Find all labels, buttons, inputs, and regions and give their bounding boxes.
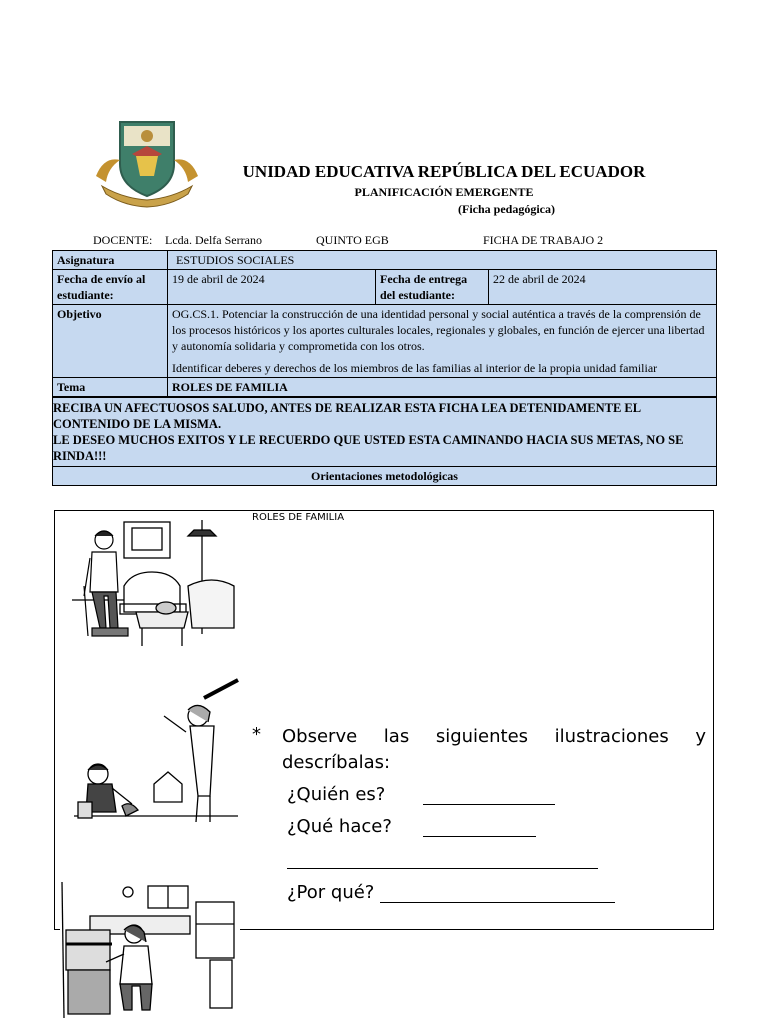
father-cleaning-illustration bbox=[62, 516, 240, 654]
send-date-label: Fecha de envío al estudiante: bbox=[53, 270, 168, 305]
subject-label: Asignatura bbox=[53, 251, 168, 270]
due-date-value: 22 de abril de 2024 bbox=[489, 270, 717, 305]
send-date-value: 19 de abril de 2024 bbox=[168, 270, 376, 305]
topic-label: Tema bbox=[53, 378, 168, 398]
answer-line-extra[interactable] bbox=[287, 850, 598, 869]
instruction-bullet: * bbox=[252, 724, 261, 745]
answer-line-why[interactable] bbox=[380, 884, 615, 903]
topic-row bbox=[53, 378, 717, 398]
subject-row bbox=[53, 251, 717, 270]
question-who: ¿Quién es? bbox=[287, 784, 386, 805]
plan-title: PLANIFICACIÓN EMERGENTE bbox=[354, 185, 534, 199]
greeting-message: RECIBA UN AFECTUOSOS SALUDO, ANTES DE REALIZAR ESTA FICHA LEA DETENIDAMENTE EL CONTENIDO DE LA MISMA. bbox=[53, 401, 641, 431]
info-table bbox=[52, 250, 717, 486]
answer-line-what[interactable] bbox=[423, 818, 536, 837]
encouragement-message: LE DESEO MUCHOS EXITOS Y LE RECUERDO QUE USTED ESTA CAMINANDO HACIA SUS METAS, NO SE RINDA!!! bbox=[53, 433, 684, 463]
orientations-row bbox=[53, 467, 717, 486]
subject-value: ESTUDIOS SOCIALES bbox=[168, 251, 717, 270]
dates-row bbox=[53, 270, 717, 305]
children-gardening-illustration bbox=[68, 676, 240, 826]
due-date-label: Fecha de entrega del estudiante: bbox=[376, 270, 489, 305]
objective-text: OG.CS.1. Potenciar la construcción de una identidad personal y social auténtica a través de la comprensión de los procesos históricos y los aportes culturales locales, regionales y globales, en función de ejercer una libertad y autonomía solidaria y comprometida con los otros. bbox=[172, 307, 705, 353]
objective-row bbox=[53, 305, 717, 378]
school-name: UNIDAD EDUCATIVA REPÚBLICA DEL ECUADOR bbox=[242, 162, 646, 181]
grade-label: QUINTO EGB bbox=[316, 233, 389, 247]
worksheet-subtitle: (Ficha pedagógica) bbox=[458, 202, 555, 216]
teacher-label: DOCENTE: bbox=[93, 233, 153, 247]
question-why: ¿Por qué? bbox=[287, 882, 375, 903]
objective-label: Objetivo bbox=[53, 305, 168, 378]
question-what: ¿Qué hace? bbox=[287, 816, 392, 837]
teacher-name: Lcda. Delfa Serrano bbox=[165, 233, 262, 247]
answer-line-who[interactable] bbox=[423, 786, 555, 805]
worksheet-number: FICHA DE TRABAJO 2 bbox=[483, 233, 604, 247]
message-cell bbox=[53, 397, 717, 467]
message-row bbox=[53, 397, 717, 467]
topic-value: ROLES DE FAMILIA bbox=[168, 378, 717, 398]
worksheet-box-title: ROLES DE FAMILIA bbox=[252, 512, 345, 523]
objective-skill: Identificar deberes y derechos de los miembros de las familias al interior de la propia unidad familiar bbox=[172, 361, 658, 375]
instruction-text: Observe las siguientes ilustraciones y descríbalas: bbox=[282, 726, 706, 773]
girl-cooking-illustration bbox=[60, 880, 240, 1020]
orientations-heading: Orientaciones metodológicas bbox=[53, 467, 717, 486]
objective-cell bbox=[168, 305, 717, 378]
